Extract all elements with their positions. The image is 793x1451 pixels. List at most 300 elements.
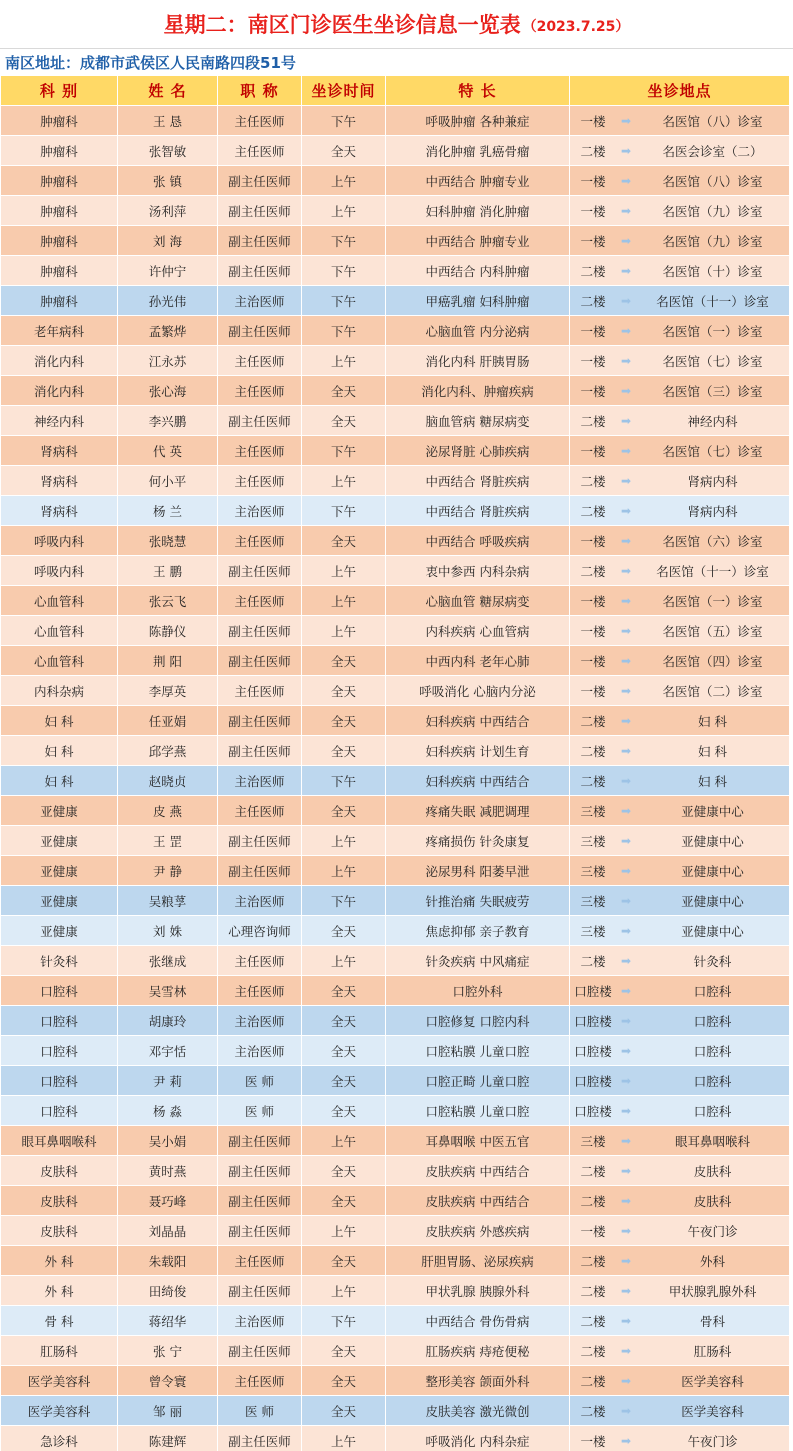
dept-cell: 亚健康 — [1, 916, 118, 946]
doctor-name-cell: 孙光伟 — [118, 286, 218, 316]
doctor-title-cell: 主任医师 — [218, 466, 302, 496]
doctor-title-cell: 医 师 — [218, 1396, 302, 1426]
room-label: 名医馆（七）诊室 — [662, 443, 763, 459]
arrow-right-icon: ➡ — [620, 263, 632, 278]
specialty-cell: 口腔粘膜 儿童口腔 — [386, 1036, 570, 1066]
room-label: 名医馆（一）诊室 — [662, 323, 763, 339]
table-row — [1, 1336, 790, 1366]
doctor-name-cell: 杨 淼 — [118, 1096, 218, 1126]
location-wrapper — [570, 976, 789, 1005]
dept-cell: 肾病科 — [1, 436, 118, 466]
specialty-cell: 呼吸肿瘤 各种兼症 — [386, 106, 570, 136]
column-header-dept: 科 别 — [1, 76, 118, 106]
doctor-name-cell: 刘晶晶 — [118, 1216, 218, 1246]
arrow-right-icon: ➡ — [620, 383, 632, 398]
room-label: 口腔科 — [693, 1073, 732, 1089]
arrow-right-icon: ➡ — [620, 293, 632, 308]
arrow-right-icon: ➡ — [620, 953, 632, 968]
specialty-cell: 皮肤疾病 中西结合 — [386, 1156, 570, 1186]
doctor-title-cell: 副主任医师 — [218, 196, 302, 226]
location-cell — [570, 1156, 790, 1186]
location-cell — [570, 1096, 790, 1126]
table-row — [1, 1246, 790, 1276]
clinic-time-cell: 上午 — [302, 826, 386, 856]
dept-cell: 口腔科 — [1, 1006, 118, 1036]
location-wrapper — [570, 286, 789, 315]
floor-label: 二楼 — [580, 773, 606, 789]
room-label: 名医馆（五）诊室 — [662, 623, 763, 639]
column-header-title: 职 称 — [218, 76, 302, 106]
table-row — [1, 616, 790, 646]
doctor-name-cell: 刘 姝 — [118, 916, 218, 946]
room-label: 医学美容科 — [681, 1373, 744, 1389]
doctor-title-cell: 主任医师 — [218, 796, 302, 826]
floor-label: 一楼 — [580, 683, 606, 699]
location-cell — [570, 616, 790, 646]
dept-cell: 眼耳鼻咽喉科 — [1, 1126, 118, 1156]
doctor-title-cell: 主任医师 — [218, 376, 302, 406]
floor-label: 一楼 — [580, 593, 606, 609]
location-wrapper — [570, 1426, 789, 1451]
clinic-time-cell: 下午 — [302, 886, 386, 916]
location-wrapper — [570, 616, 789, 645]
location-wrapper — [570, 856, 789, 885]
specialty-cell: 针灸疾病 中风痛症 — [386, 946, 570, 976]
location-cell — [570, 406, 790, 436]
clinic-time-cell: 下午 — [302, 1306, 386, 1336]
table-row — [1, 196, 790, 226]
specialty-cell: 疼痛损伤 针灸康复 — [386, 826, 570, 856]
dept-cell: 肿瘤科 — [1, 226, 118, 256]
dept-cell: 针灸科 — [1, 946, 118, 976]
table-row — [1, 916, 790, 946]
clinic-time-cell: 全天 — [302, 1336, 386, 1366]
table-row — [1, 136, 790, 166]
floor-label: 二楼 — [580, 563, 606, 579]
arrow-right-icon: ➡ — [620, 683, 632, 698]
arrow-right-icon: ➡ — [620, 1373, 632, 1388]
arrow-right-icon: ➡ — [620, 443, 632, 458]
clinic-time-cell: 全天 — [302, 406, 386, 436]
table-body — [1, 106, 790, 1451]
specialty-cell: 中西结合 呼吸疾病 — [386, 526, 570, 556]
floor-label: 二楼 — [580, 1163, 606, 1179]
room-label: 名医馆（一）诊室 — [662, 593, 763, 609]
table-row — [1, 886, 790, 916]
location-cell — [570, 886, 790, 916]
location-wrapper — [570, 1366, 789, 1395]
location-wrapper — [570, 316, 789, 345]
arrow-right-icon: ➡ — [620, 143, 632, 158]
location-cell — [570, 1246, 790, 1276]
specialty-cell: 泌尿男科 阳萎早泄 — [386, 856, 570, 886]
doctor-name-cell: 吴雪林 — [118, 976, 218, 1006]
location-cell — [570, 1366, 790, 1396]
specialty-cell: 整形美容 颌面外科 — [386, 1366, 570, 1396]
location-wrapper — [570, 916, 789, 945]
arrow-right-icon: ➡ — [620, 893, 632, 908]
specialty-cell: 中西结合 肿瘤专业 — [386, 226, 570, 256]
room-label: 名医馆（十）诊室 — [662, 263, 763, 279]
column-header-specialty: 特 长 — [386, 76, 570, 106]
table-row — [1, 856, 790, 886]
room-label: 妇 科 — [698, 713, 727, 729]
doctor-name-cell: 张晓慧 — [118, 526, 218, 556]
doctor-name-cell: 代 英 — [118, 436, 218, 466]
location-cell — [570, 286, 790, 316]
dept-cell: 呼吸内科 — [1, 556, 118, 586]
specialty-cell: 皮肤疾病 外感疾病 — [386, 1216, 570, 1246]
table-row — [1, 1366, 790, 1396]
room-label: 肾病内科 — [687, 473, 738, 489]
arrow-right-icon: ➡ — [620, 353, 632, 368]
room-label: 肾病内科 — [687, 503, 738, 519]
dept-cell: 心血管科 — [1, 646, 118, 676]
location-wrapper — [570, 1096, 789, 1125]
dept-cell: 急诊科 — [1, 1426, 118, 1451]
location-cell — [570, 526, 790, 556]
doctor-title-cell: 副主任医师 — [218, 1126, 302, 1156]
dept-cell: 老年病科 — [1, 316, 118, 346]
location-wrapper — [570, 496, 789, 525]
doctor-title-cell: 副主任医师 — [218, 1426, 302, 1451]
location-wrapper — [570, 556, 789, 585]
location-cell — [570, 646, 790, 676]
floor-label: 二楼 — [580, 953, 606, 969]
doctor-name-cell: 张云飞 — [118, 586, 218, 616]
room-label: 肛肠科 — [693, 1343, 732, 1359]
table-row — [1, 466, 790, 496]
location-wrapper — [570, 1246, 789, 1275]
clinic-time-cell: 下午 — [302, 226, 386, 256]
doctor-name-cell: 张继成 — [118, 946, 218, 976]
specialty-cell: 消化内科 肝胰胃肠 — [386, 346, 570, 376]
doctor-name-cell: 聂巧峰 — [118, 1186, 218, 1216]
doctor-title-cell: 主任医师 — [218, 1366, 302, 1396]
table-row — [1, 1036, 790, 1066]
floor-label: 一楼 — [580, 173, 606, 189]
location-wrapper — [570, 1006, 789, 1035]
arrow-right-icon: ➡ — [620, 713, 632, 728]
table-row — [1, 256, 790, 286]
arrow-right-icon: ➡ — [620, 803, 632, 818]
floor-label: 二楼 — [580, 1343, 606, 1359]
doctor-name-cell: 孟繁烨 — [118, 316, 218, 346]
doctor-title-cell: 副主任医师 — [218, 706, 302, 736]
doctor-name-cell: 王 罡 — [118, 826, 218, 856]
specialty-cell: 泌尿肾脏 心肺疾病 — [386, 436, 570, 466]
room-label: 名医馆（九）诊室 — [662, 203, 763, 219]
table-row — [1, 166, 790, 196]
doctor-title-cell: 主治医师 — [218, 496, 302, 526]
specialty-cell: 中西结合 内科肿瘤 — [386, 256, 570, 286]
arrow-right-icon: ➡ — [620, 1433, 632, 1448]
specialty-cell: 肛肠疾病 痔疮便秘 — [386, 1336, 570, 1366]
room-label: 外科 — [699, 1253, 725, 1269]
clinic-time-cell: 上午 — [302, 1216, 386, 1246]
arrow-right-icon: ➡ — [620, 173, 632, 188]
location-wrapper — [570, 1396, 789, 1425]
location-cell — [570, 1186, 790, 1216]
doctor-name-cell: 邹 丽 — [118, 1396, 218, 1426]
floor-label: 二楼 — [580, 473, 606, 489]
doctor-name-cell: 曾令寰 — [118, 1366, 218, 1396]
clinic-time-cell: 上午 — [302, 196, 386, 226]
floor-label: 三楼 — [580, 803, 606, 819]
doctor-name-cell: 邓宇恬 — [118, 1036, 218, 1066]
dept-cell: 口腔科 — [1, 976, 118, 1006]
arrow-right-icon: ➡ — [620, 1103, 632, 1118]
floor-label: 一楼 — [580, 623, 606, 639]
location-cell — [570, 1276, 790, 1306]
clinic-time-cell: 全天 — [302, 796, 386, 826]
arrow-right-icon: ➡ — [620, 593, 632, 608]
doctor-title-cell: 副主任医师 — [218, 1216, 302, 1246]
clinic-time-cell: 全天 — [302, 1006, 386, 1036]
dept-cell: 医学美容科 — [1, 1396, 118, 1426]
doctor-title-cell: 副主任医师 — [218, 616, 302, 646]
specialty-cell: 口腔修复 口腔内科 — [386, 1006, 570, 1036]
dept-cell: 心血管科 — [1, 616, 118, 646]
location-wrapper — [570, 466, 789, 495]
location-cell — [570, 856, 790, 886]
room-label: 口腔科 — [693, 1043, 732, 1059]
table-row — [1, 766, 790, 796]
arrow-right-icon: ➡ — [620, 413, 632, 428]
specialty-cell: 中西结合 肾脏疾病 — [386, 466, 570, 496]
arrow-right-icon: ➡ — [620, 1343, 632, 1358]
location-cell — [570, 1036, 790, 1066]
arrow-right-icon: ➡ — [620, 1283, 632, 1298]
location-cell — [570, 196, 790, 226]
doctor-title-cell: 主治医师 — [218, 766, 302, 796]
floor-label: 二楼 — [580, 263, 606, 279]
doctor-title-cell: 主任医师 — [218, 136, 302, 166]
address-bar — [0, 48, 793, 75]
table-row — [1, 316, 790, 346]
dept-cell: 肾病科 — [1, 496, 118, 526]
dept-cell: 消化内科 — [1, 346, 118, 376]
specialty-cell: 妇科疾病 计划生育 — [386, 736, 570, 766]
doctor-name-cell: 李厚英 — [118, 676, 218, 706]
clinic-time-cell: 上午 — [302, 466, 386, 496]
doctor-title-cell: 医 师 — [218, 1096, 302, 1126]
doctor-title-cell: 副主任医师 — [218, 556, 302, 586]
room-label: 眼耳鼻咽喉科 — [674, 1133, 750, 1149]
location-cell — [570, 1216, 790, 1246]
location-cell — [570, 1336, 790, 1366]
room-label: 甲状腺乳腺外科 — [668, 1283, 757, 1299]
title-bar — [0, 0, 793, 48]
location-cell — [570, 166, 790, 196]
table-row — [1, 1096, 790, 1126]
location-cell — [570, 466, 790, 496]
specialty-cell: 心脑血管 内分泌病 — [386, 316, 570, 346]
arrow-right-icon: ➡ — [620, 1223, 632, 1238]
table-row — [1, 1396, 790, 1426]
clinic-time-cell: 全天 — [302, 1096, 386, 1126]
location-wrapper — [570, 736, 789, 765]
dept-cell: 妇 科 — [1, 736, 118, 766]
specialty-cell: 疼痛失眠 减肥调理 — [386, 796, 570, 826]
column-header-time: 坐诊时间 — [302, 76, 386, 106]
room-label: 口腔科 — [693, 1103, 732, 1119]
table-row — [1, 286, 790, 316]
dept-cell: 神经内科 — [1, 406, 118, 436]
clinic-time-cell: 全天 — [302, 1036, 386, 1066]
doctor-title-cell: 主任医师 — [218, 946, 302, 976]
table-row — [1, 1186, 790, 1216]
dept-cell: 口腔科 — [1, 1036, 118, 1066]
clinic-time-cell: 全天 — [302, 526, 386, 556]
doctor-title-cell: 主治医师 — [218, 886, 302, 916]
doctor-title-cell: 副主任医师 — [218, 736, 302, 766]
clinic-time-cell: 上午 — [302, 586, 386, 616]
doctor-title-cell: 副主任医师 — [218, 406, 302, 436]
location-wrapper — [570, 226, 789, 255]
location-cell — [570, 586, 790, 616]
location-wrapper — [570, 1336, 789, 1365]
room-label: 午夜门诊 — [687, 1223, 738, 1239]
arrow-right-icon: ➡ — [620, 503, 632, 518]
doctor-name-cell: 陈建辉 — [118, 1426, 218, 1451]
dept-cell: 亚健康 — [1, 796, 118, 826]
doctor-name-cell: 张 镇 — [118, 166, 218, 196]
clinic-time-cell: 下午 — [302, 436, 386, 466]
location-cell — [570, 1126, 790, 1156]
floor-label: 二楼 — [580, 413, 606, 429]
arrow-right-icon: ➡ — [620, 983, 632, 998]
column-header-location: 坐诊地点 — [570, 76, 790, 106]
table-row — [1, 586, 790, 616]
doctor-title-cell: 主任医师 — [218, 106, 302, 136]
table-row — [1, 796, 790, 826]
table-row — [1, 436, 790, 466]
floor-label: 一楼 — [580, 113, 606, 129]
floor-label: 一楼 — [580, 653, 606, 669]
location-cell — [570, 556, 790, 586]
column-header-name: 姓 名 — [118, 76, 218, 106]
location-wrapper — [570, 1216, 789, 1245]
room-label: 名医馆（八）诊室 — [662, 113, 763, 129]
doctor-title-cell: 副主任医师 — [218, 226, 302, 256]
clinic-time-cell: 全天 — [302, 1186, 386, 1216]
location-wrapper — [570, 166, 789, 195]
table-row — [1, 826, 790, 856]
arrow-right-icon: ➡ — [620, 1163, 632, 1178]
room-label: 午夜门诊 — [687, 1433, 738, 1449]
specialty-cell: 衷中参西 内科杂病 — [386, 556, 570, 586]
floor-label: 二楼 — [580, 1403, 606, 1419]
room-label: 名医会诊室（二） — [662, 143, 763, 159]
location-cell — [570, 1006, 790, 1036]
location-wrapper — [570, 586, 789, 615]
clinic-time-cell: 全天 — [302, 376, 386, 406]
table-row — [1, 676, 790, 706]
location-cell — [570, 1306, 790, 1336]
room-label: 口腔科 — [693, 983, 732, 999]
floor-label: 二楼 — [580, 293, 606, 309]
room-label: 名医馆（十一）诊室 — [656, 563, 769, 579]
doctor-title-cell: 主任医师 — [218, 346, 302, 376]
floor-label: 二楼 — [580, 143, 606, 159]
doctor-name-cell: 赵晓贞 — [118, 766, 218, 796]
location-cell — [570, 946, 790, 976]
location-cell — [570, 1426, 790, 1451]
doctor-title-cell: 副主任医师 — [218, 166, 302, 196]
table-row — [1, 736, 790, 766]
clinic-time-cell: 全天 — [302, 976, 386, 1006]
specialty-cell: 口腔正畸 儿童口腔 — [386, 1066, 570, 1096]
doctor-title-cell: 主治医师 — [218, 1006, 302, 1036]
clinic-time-cell: 上午 — [302, 616, 386, 646]
dept-cell: 外 科 — [1, 1246, 118, 1276]
specialty-cell: 内科疾病 心血管病 — [386, 616, 570, 646]
arrow-right-icon: ➡ — [620, 323, 632, 338]
dept-cell: 肿瘤科 — [1, 136, 118, 166]
table-row — [1, 226, 790, 256]
specialty-cell: 焦虑抑郁 亲子教育 — [386, 916, 570, 946]
location-wrapper — [570, 436, 789, 465]
arrow-right-icon: ➡ — [620, 623, 632, 638]
doctor-name-cell: 张智敏 — [118, 136, 218, 166]
clinic-time-cell: 上午 — [302, 1126, 386, 1156]
specialty-cell: 脑血管病 糖尿病变 — [386, 406, 570, 436]
location-cell — [570, 226, 790, 256]
arrow-right-icon: ➡ — [620, 1313, 632, 1328]
room-label: 亚健康中心 — [681, 893, 744, 909]
table-row — [1, 496, 790, 526]
specialty-cell: 皮肤疾病 中西结合 — [386, 1186, 570, 1216]
location-wrapper — [570, 1186, 789, 1215]
clinic-time-cell: 上午 — [302, 856, 386, 886]
location-wrapper — [570, 526, 789, 555]
doctor-name-cell: 田绮俊 — [118, 1276, 218, 1306]
clinic-time-cell: 上午 — [302, 1426, 386, 1451]
table-row — [1, 976, 790, 1006]
room-label: 亚健康中心 — [681, 833, 744, 849]
room-label: 亚健康中心 — [681, 803, 744, 819]
doctor-name-cell: 吴小娟 — [118, 1126, 218, 1156]
doctor-name-cell: 何小平 — [118, 466, 218, 496]
location-wrapper — [570, 706, 789, 735]
floor-label: 三楼 — [580, 833, 606, 849]
location-wrapper — [570, 136, 789, 165]
arrow-right-icon: ➡ — [620, 233, 632, 248]
location-wrapper — [570, 886, 789, 915]
doctor-title-cell: 主任医师 — [218, 436, 302, 466]
location-cell — [570, 436, 790, 466]
doctor-name-cell: 陈静仪 — [118, 616, 218, 646]
location-cell — [570, 676, 790, 706]
doctor-name-cell: 蒋绍华 — [118, 1306, 218, 1336]
arrow-right-icon: ➡ — [620, 743, 632, 758]
doctor-title-cell: 副主任医师 — [218, 1156, 302, 1186]
location-wrapper — [570, 346, 789, 375]
location-cell — [570, 706, 790, 736]
clinic-time-cell: 全天 — [302, 1246, 386, 1276]
doctor-title-cell: 医 师 — [218, 1066, 302, 1096]
floor-label: 口腔楼 — [574, 1013, 612, 1029]
doctor-name-cell: 皮 燕 — [118, 796, 218, 826]
specialty-cell: 甲癌乳瘤 妇科肿瘤 — [386, 286, 570, 316]
clinic-time-cell: 上午 — [302, 346, 386, 376]
table-row — [1, 376, 790, 406]
arrow-right-icon: ➡ — [620, 863, 632, 878]
clinic-time-cell: 上午 — [302, 166, 386, 196]
dept-cell: 妇 科 — [1, 706, 118, 736]
doctor-name-cell: 许仲宁 — [118, 256, 218, 286]
